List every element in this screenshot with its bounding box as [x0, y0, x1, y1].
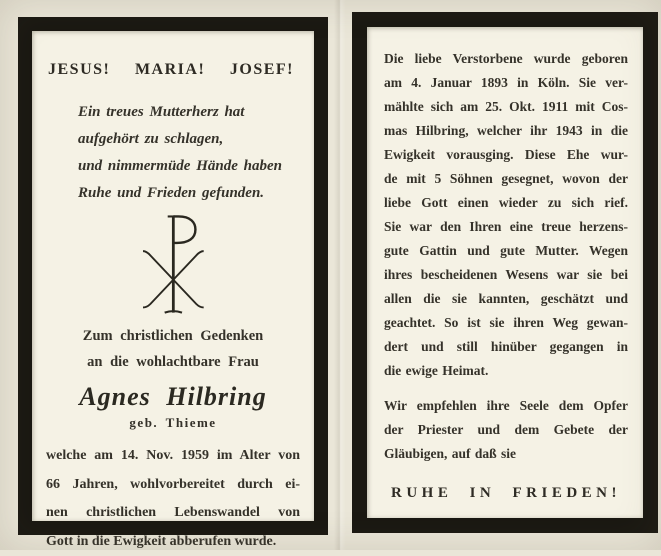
card-fold: [334, 0, 346, 550]
commendation-text: [384, 394, 628, 466]
dedication-text: [40, 323, 306, 375]
left-page: [18, 17, 328, 535]
commendation-line: Gläubigen, auf daß sie: [384, 442, 628, 466]
obituary-line: Gott in die Ewigkeit abberufen wurde.: [46, 528, 300, 556]
right-page: [352, 12, 658, 533]
biography-text: [384, 47, 628, 383]
verse-line: Ein treues Mutterherz hat: [78, 99, 306, 126]
maiden-name: geb. Thieme: [40, 415, 306, 431]
biography-line: de mit 5 Söhnen gesegnet, wovon der: [384, 167, 628, 191]
dedication-line: Zum christlichen Gedenken: [40, 323, 306, 349]
memorial-verse: [78, 99, 306, 207]
biography-line: am 4. Januar 1893 in Köln. Sie ver-: [384, 71, 628, 95]
deceased-name: Agnes Hilbring: [40, 382, 306, 412]
biography-line: Ewigkeit vorausging. Diese Ehe wur-: [384, 143, 628, 167]
right-page-paper: [367, 27, 643, 518]
obituary-line: nen christlichen Lebenswandel von: [46, 499, 300, 528]
commendation-line: der Priester und dem Gebete der: [384, 418, 628, 442]
invocation-word: JOSEF!: [230, 61, 294, 79]
obituary-text: [46, 442, 300, 556]
obituary-line: welche am 14. Nov. 1959 im Alter von: [46, 442, 300, 471]
biography-line: gute Gattin und gute Mutter. Wegen: [384, 239, 628, 263]
left-page-paper: [32, 31, 314, 521]
invocation-word: JESUS!: [48, 61, 110, 79]
verse-line: und nimmermüde Hände haben: [78, 153, 306, 180]
biography-line: die ewige Heimat.: [384, 359, 628, 383]
closing-exclamation: RUHE IN FRIEDEN!: [384, 485, 628, 502]
chi-rho-icon: [40, 213, 306, 321]
obituary-line: 66 Jahren, wohlvorbereitet durch ei-: [46, 471, 300, 500]
biography-line: geachtet. So ist sie ihren Weg gewan-: [384, 311, 628, 335]
biography-line: allen die sie kannten, geschätzt und: [384, 287, 628, 311]
biography-line: Sie war den Ihren eine treue herzens-: [384, 215, 628, 239]
verse-line: aufgehört zu schlagen,: [78, 126, 306, 153]
invocation-line: [40, 61, 306, 79]
dedication-line: an die wohlachtbare Frau: [40, 349, 306, 375]
biography-line: mas Hilbring, welcher ihr 1943 in die: [384, 119, 628, 143]
biography-line: ihres bescheidenen Wesens war sie bei: [384, 263, 628, 287]
verse-line: Ruhe und Frieden gefunden.: [78, 180, 306, 207]
biography-line: dert und still hinüber gegangen in: [384, 335, 628, 359]
commendation-line: Wir empfehlen ihre Seele dem Opfer: [384, 394, 628, 418]
biography-line: mählte sich am 25. Okt. 1911 mit Cos-: [384, 95, 628, 119]
biography-line: liebe Gott einen wieder zu sich rief.: [384, 191, 628, 215]
biography-line: Die liebe Verstorbene wurde geboren: [384, 47, 628, 71]
invocation-word: MARIA!: [135, 61, 205, 79]
